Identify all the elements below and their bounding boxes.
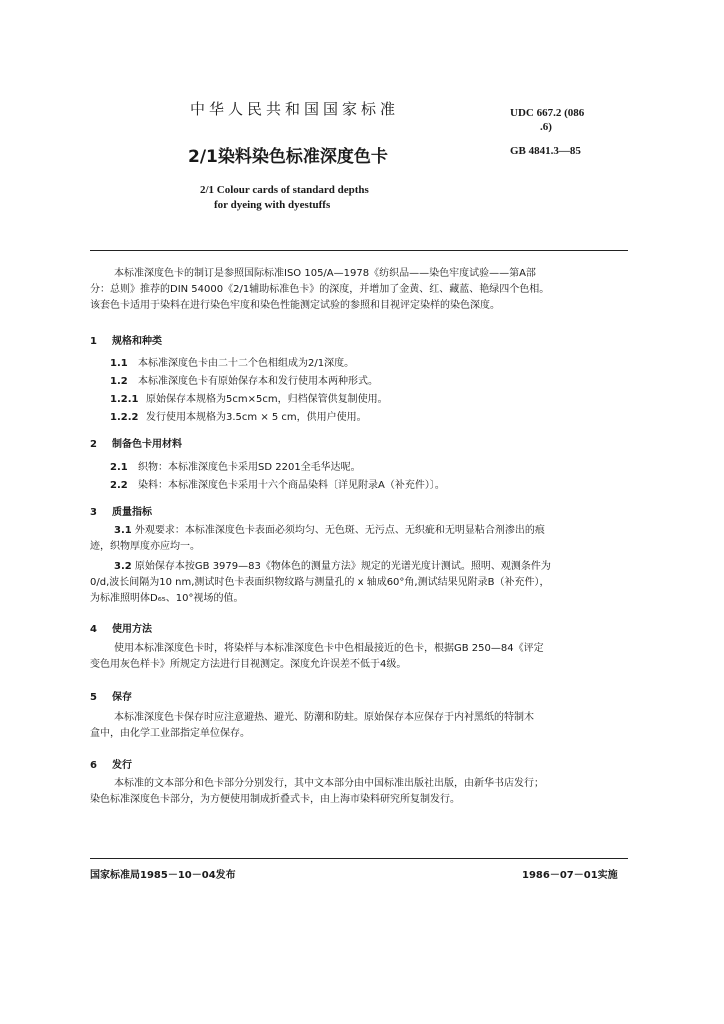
section-title: 保存: [112, 692, 132, 703]
udc-line-1: UDC 667.2 (086: [510, 107, 585, 119]
section-title: 规格和种类: [112, 336, 162, 347]
section-6-body: [90, 776, 628, 808]
clause-1-2-1: [110, 390, 388, 405]
section-title: 使用方法: [112, 624, 152, 635]
document-title: 2/1染料染色标准深度色卡: [188, 147, 388, 167]
clause-2-1: [110, 458, 361, 473]
section-4-body: [90, 641, 628, 673]
udc-code: [510, 106, 584, 134]
body-line-1: 本标准的文本部分和色卡部分分别发行，其中文本部分由中国标准出版社出版，由新华书店发行；: [114, 778, 544, 789]
clause-text: 原始保存本规格为5cm×5cm，归档保管供复制使用。: [146, 394, 388, 405]
intro-paragraph: [90, 266, 628, 314]
section-title: 发行: [112, 760, 132, 771]
body-line-1: 本标准深度色卡保存时应注意避热、避光、防潮和防蛀。原始保存本应保存于内衬黑纸的特制木: [114, 712, 534, 723]
section-number: 2: [90, 439, 97, 450]
intro-line-1: 本标准深度色卡的制订是参照国际标准ISO 105/A—1978《纺织品——染色牢度试验——第A部: [114, 268, 536, 279]
clause-3-1: [90, 523, 628, 555]
clause-number: 1.1: [110, 358, 128, 369]
effective-date: 1986－07－01实施: [522, 870, 618, 881]
section-number: 4: [90, 624, 97, 635]
clause-1-2-2: [110, 408, 367, 423]
clause-number: 2.1: [110, 462, 128, 473]
section-number: 1: [90, 336, 97, 347]
clause-1-2: [110, 372, 378, 387]
clause-text: 染料：本标准深度色卡采用十六个商品染料〔详见附录A（补充件）〕。: [138, 480, 445, 491]
top-rule: [90, 250, 628, 251]
clause-number: 2.2: [110, 480, 128, 491]
clause-text-line-2: 迹，织物厚度亦应均一。: [90, 541, 200, 552]
bottom-rule: [90, 858, 628, 859]
body-line-2: 盒中，由化学工业部指定单位保存。: [90, 728, 250, 739]
issuing-authority: 中华人民共和国国家标准: [190, 100, 400, 118]
section-4-heading: [90, 620, 152, 635]
clause-number: 1.2: [110, 376, 128, 387]
section-title: 质量指标: [112, 507, 152, 518]
clause-1-1: [110, 354, 354, 369]
clause-number: 1.2.2: [110, 412, 139, 423]
clause-text-line-3: 为标准照明体D₆₅、10°视场的值。: [90, 593, 244, 604]
clause-number: 3.2: [114, 561, 132, 572]
clause-text: 织物：本标准深度色卡采用SD 2201全毛华达呢。: [138, 462, 361, 473]
gb-number: GB 4841.3—85: [510, 145, 581, 157]
body-line-2: 变色用灰色样卡》所规定方法进行目视测定。深度允许误差不低于4级。: [90, 659, 407, 670]
section-title: 制备色卡用材料: [112, 439, 182, 450]
clause-text: 发行使用本规格为3.5cm × 5 cm，供用户使用。: [146, 412, 367, 423]
body-line-2: 染色标准深度色卡部分，为方便使用制成折叠式卡，由上海市染料研究所复制发行。: [90, 794, 460, 805]
clause-text-line-1: 原始保存本按GB 3979—83《物体色的测量方法》规定的光谱光度计测试。照明、观测条件为: [134, 561, 551, 572]
udc-line-2: .6): [540, 121, 552, 133]
clause-text-line-1: 外观要求：本标准深度色卡表面必须均匀、无色斑、无污点、无织疵和无明显粘合剂渗出的痕: [134, 525, 545, 536]
section-number: 6: [90, 760, 97, 771]
clause-text: 本标准深度色卡有原始保存本和发行使用本两种形式。: [138, 376, 378, 387]
clause-3-2: [90, 559, 628, 607]
section-6-heading: [90, 756, 132, 771]
clause-number: 1.2.1: [110, 394, 139, 405]
clause-number: 3.1: [114, 525, 132, 536]
intro-line-2: 分：总则》推荐的DIN 54000《2/1辅助标准色卡》的深度，并增加了金黄、红、藏蓝、艳绿四个色相。: [90, 284, 550, 295]
clause-text: 本标准深度色卡由二十二个色相组成为2/1深度。: [138, 358, 355, 369]
english-title-line-2: for dyeing with dyestuffs: [214, 199, 331, 211]
clause-2-2: [110, 476, 445, 491]
clause-text-line-2: 0/d,波长间隔为10 nm,测试时色卡表面织物纹路与测量孔的 x 轴成60°角,测试结果见附录B（补充件），: [90, 577, 550, 588]
section-number: 5: [90, 692, 97, 703]
section-3-heading: [90, 503, 152, 518]
intro-line-3: 该套色卡适用于染料在进行染色牢度和染色性能测定试验的参照和目视评定染样的染色深度。: [90, 300, 500, 311]
section-5-heading: [90, 688, 132, 703]
section-number: 3: [90, 507, 97, 518]
issue-date: 国家标准局1985－10－04发布: [90, 870, 236, 881]
english-title-line-1: 2/1 Colour cards of standard depths: [200, 184, 369, 196]
body-line-1: 使用本标准深度色卡时，将染样与本标准深度色卡中色相最接近的色卡，根据GB 250—84《评定: [114, 643, 544, 654]
section-5-body: [90, 710, 628, 742]
section-2-heading: [90, 435, 182, 450]
english-title: [200, 183, 369, 213]
section-1-heading: [90, 332, 162, 347]
